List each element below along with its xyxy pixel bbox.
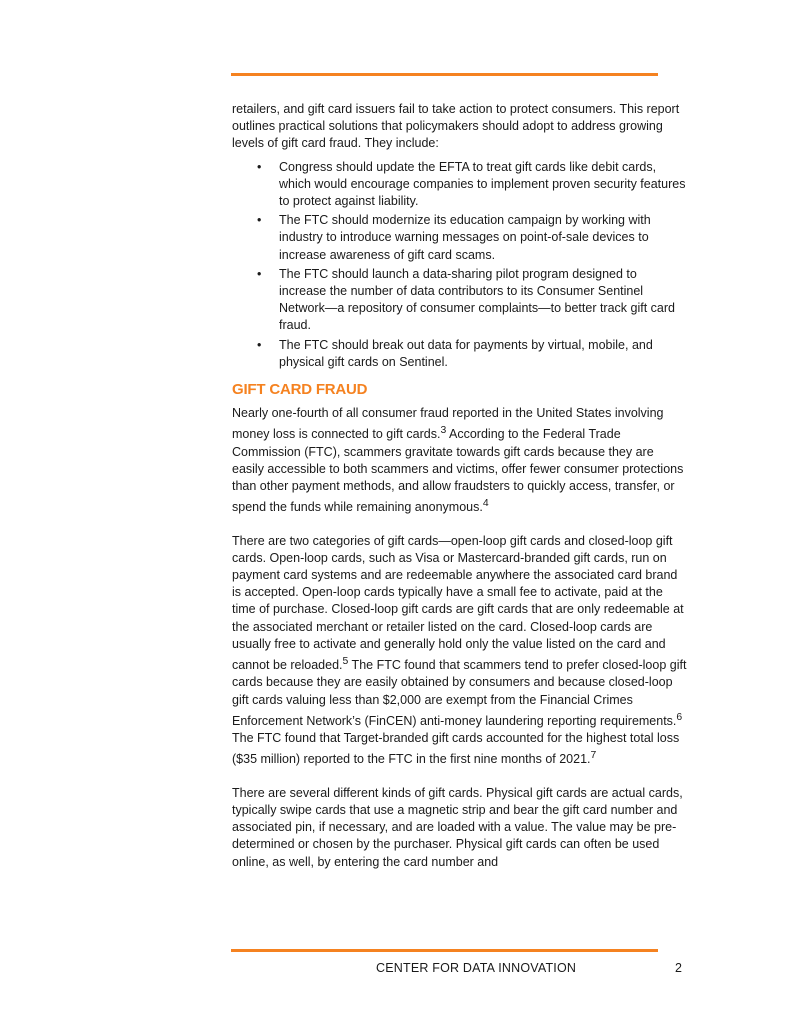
footnote-7-link[interactable]: 7 — [590, 750, 597, 762]
list-item-text: The FTC should modernize its education campaign by working with industry to introduce warning messages on point-of-sale devices to increase awareness of gift card scams. — [279, 213, 651, 262]
list-item — [257, 337, 687, 371]
footnote-6-link[interactable]: 6 — [676, 711, 683, 723]
bullet-icon: • — [257, 266, 262, 281]
list-item — [257, 266, 687, 335]
body-paragraph — [232, 533, 687, 769]
header-rule — [231, 73, 658, 76]
bullet-icon: • — [257, 159, 262, 174]
intro-paragraph: retailers, and gift card issuers fail to take action to protect consumers. This report outlines practical solutions that policymakers should adopt to address growing levels of gift card fraud. They include: — [232, 102, 680, 151]
body-paragraph: There are several different kinds of gift cards. Physical gift cards are actual cards, typically swipe cards that use a magnetic strip and bear the gift card number and associated pin, if necessary, and are loaded with a value. The value may be pre-determined or chosen by the purchaser. Physical gift cards can often be used online, as well, by entering the card number and — [232, 785, 683, 869]
section-heading: GIFT CARD FRAUD — [232, 381, 368, 399]
footnote-5-link[interactable]: 5 — [342, 656, 349, 667]
page-number: 2 — [675, 961, 682, 975]
bullet-icon: • — [257, 213, 262, 228]
footnote-4-link[interactable]: 4 — [482, 498, 489, 510]
paragraph-text: The FTC found that Target-branded gift cards accounted for the highest total loss ($35 million) reported to the FTC in the first nine months of 2021. — [232, 731, 680, 767]
list-item-text: The FTC should break out data for payments by virtual, mobile, and physical gift cards on Sentinel. — [279, 337, 653, 369]
paragraph-text: The FTC found that scammers tend to prefer closed-loop gift cards because they are easily obtained by consumers and because closed-loop gift cards valuing less than $2,000 are exempt from the Financial Crimes Enforcement Network’s (FinCEN) anti-money laundering reporting requirements. — [232, 658, 687, 728]
page-body — [232, 101, 687, 887]
bullet-icon: • — [257, 337, 262, 352]
body-paragraph — [232, 405, 687, 517]
paragraph-text: Nearly one-fourth of all consumer fraud reported in the United States involving money loss is connected to gift cards. — [232, 406, 664, 442]
list-item-text: The FTC should launch a data-sharing pilot program designed to increase the number of data contributors to its Consumer Sentinel Network—a repository of consumer complaints—to better track gift card fraud. — [279, 266, 675, 333]
list-item — [257, 212, 687, 264]
footer-organization: CENTER FOR DATA INNOVATION — [376, 961, 577, 975]
paragraph-text: According to the Federal Trade Commission (FTC), scammers gravitate towards gift cards because they are easily accessible to both scammers and victims, offer fewer consumer protections than other payment methods, and allow fraudsters to quickly access, transfer, or spend the funds while remaining anonymous. — [232, 427, 684, 515]
footer-rule — [231, 949, 658, 952]
footnote-3-link[interactable]: 3 — [440, 425, 447, 437]
paragraph-text: There are two categories of gift cards—open-loop gift cards and closed-loop gift cards. Open-loop cards, such as Visa or Mastercard-branded gift cards, run on payment card systems and are redeemable anywhere the associated card brand is accepted. Open-loop cards typically have a small fee to activate, paid at the time of purchase. Closed-loop gift cards are gift cards that are only redeemable at the associated merchant or retailer listed on the card. Closed-loop cards are usually free to activate and generally hold only the value listed on the card and cannot be reloaded. — [232, 533, 684, 673]
recommendations-list — [232, 159, 687, 371]
list-item-text: Congress should update the EFTA to treat gift cards like debit cards, which would encourage companies to implement proven security features to protect against liability. — [279, 159, 686, 209]
list-item — [257, 159, 687, 211]
